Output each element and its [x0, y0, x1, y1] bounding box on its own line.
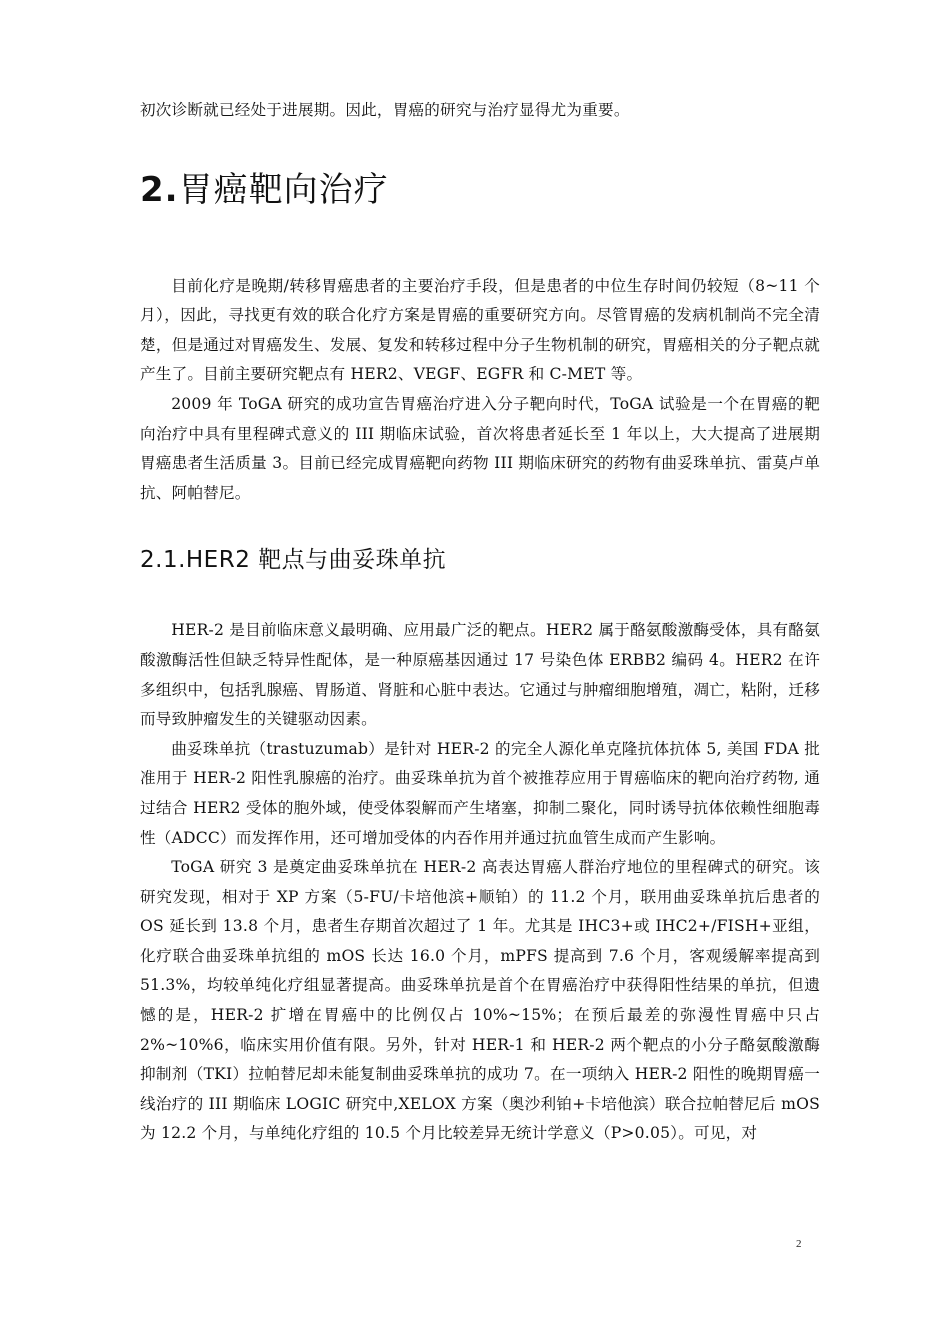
- section-2-paragraph-2: 2009 年 ToGA 研究的成功宣告胃癌治疗进入分子靶向时代，ToGA 试验是一个在胃癌的靶向治疗中具有里程碑式意义的 III 期临床试验，首次将患者延长至 1 年以上，大大提高了进展期胃癌患者生活质量 3。目前已经完成胃癌靶向药物 III 期临床研究的药物有曲妥珠单抗、雷莫卢单抗、阿帕替尼。: [140, 394, 820, 502]
- page-number: 2: [796, 1238, 802, 1250]
- intro-paragraph-tail: 初次诊断就已经处于进展期。因此，胃癌的研究与治疗显得尤为重要。: [140, 101, 630, 119]
- section-2-number: 2.: [140, 169, 179, 210]
- document-body: [140, 96, 820, 1149]
- section-2-1-heading: 2.1.HER2 靶点与曲妥珠单抗: [140, 547, 447, 574]
- section-2-1-paragraph-3: ToGA 研究 3 是奠定曲妥珠单抗在 HER-2 高表达胃癌人群治疗地位的里程碑式的研究。该研究发现，相对于 XP 方案（5-FU/卡培他滨+顺铂）的 11.2 个月，联用曲妥珠单抗后患者的 OS 延长到 13.8 个月，患者生存期首次超过了 1 年。尤其是 IHC3+或 IHC2+/FISH+亚组，化疗联合曲妥珠单抗组的 mOS 长达 16.0 个月，mPFS 提高到 7.6 个月，客观缓解率提高到 51.3%，均较单纯化疗组显著提高。曲妥珠单抗是首个在胃癌治疗中获得阳性结果的单抗，但遗憾的是，HER-2 扩增在胃癌中的比例仅占 10%~15%；在预后最差的弥漫性胃癌中只占 2%~10%6，临床实用价值有限。另外，针对 HER-1 和 HER-2 两个靶点的小分子酪氨酸激酶抑制剂（TKI）拉帕替尼却未能复制曲妥珠单抗的成功 7。在一项纳入 HER-2 阳性的晚期胃癌一线治疗的 III 期临床 LOGIC 研究中,XELOX 方案（奥沙利铂+卡培他滨）联合拉帕替尼后 mOS 为 12.2 个月，与单纯化疗组的 10.5 个月比较差异无统计学意义（P>0.05）。可见，对: [140, 858, 820, 1143]
- section-2-title: 胃癌靶向治疗: [178, 169, 389, 210]
- section-2-1-paragraph-1: HER-2 是目前临床意义最明确、应用最广泛的靶点。HER2 属于酪氨酸激酶受体，具有酪氨酸激酶活性但缺乏特异性配体，是一种原癌基因通过 17 号染色体 ERBB2 编码 4。HER2 在许多组织中，包括乳腺癌、胃肠道、肾脏和心脏中表达。它通过与肿瘤细胞增殖，凋亡，粘附，迁移而导致肿瘤发生的关键驱动因素。: [140, 621, 820, 729]
- section-2-paragraph-1: 目前化疗是晚期/转移胃癌患者的主要治疗手段，但是患者的中位生存时间仍较短（8~11 个月），因此，寻找更有效的联合化疗方案是胃癌的重要研究方向。尽管胃癌的发病机制尚不完全清楚，但是通过对胃癌发生、发展、复发和转移过程中分子生物机制的研究，胃癌相关的分子靶点就产生了。目前主要研究靶点有 HER2、VEGF、EGFR 和 C-MET 等。: [140, 276, 820, 384]
- section-2-1-paragraph-2: 曲妥珠单抗（trastuzumab）是针对 HER-2 的完全人源化单克隆抗体抗体 5, 美国 FDA 批准用于 HER-2 阳性乳腺癌的治疗。曲妥珠单抗为首个被推荐应用于胃癌临床的靶向治疗药物, 通过结合 HER2 受体的胞外域，使受体裂解而产生堵塞，抑制二聚化，同时诱导抗体依赖性细胞毒性（ADCC）而发挥作用，还可增加受体的内吞作用并通过抗血管生成而产生影响。: [140, 739, 820, 847]
- section-2-heading: [140, 168, 820, 212]
